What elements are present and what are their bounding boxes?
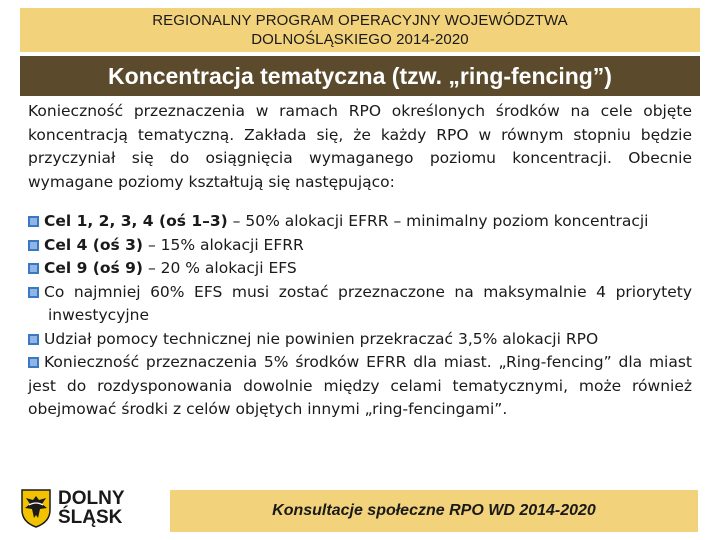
bullet-list	[28, 210, 692, 422]
bullet-item	[28, 210, 692, 234]
bullet-item	[28, 257, 692, 281]
checkbox-bullet-icon	[28, 216, 39, 227]
slide-title: Koncentracja tematyczna (tzw. „ring-fencing”)	[108, 62, 612, 89]
bullet-item	[28, 234, 692, 258]
slide-title-bar	[20, 56, 700, 96]
bullet-item	[28, 351, 692, 422]
checkbox-bullet-icon	[28, 240, 39, 251]
bullet-text: – 20 % alokacji EFS	[143, 259, 297, 277]
program-header	[20, 8, 700, 52]
logo-wordmark	[58, 489, 125, 527]
checkbox-bullet-icon	[28, 357, 39, 368]
bullet-text: Co najmniej 60% EFS musi zostać przeznaczone na maksymalnie 4 priorytety inwestycyjne	[44, 282, 692, 324]
checkbox-bullet-icon	[28, 263, 39, 274]
bullet-bold: Cel 9 (oś 9)	[44, 259, 144, 277]
intro-paragraph: Konieczność przeznaczenia w ramach RPO określonych środków na cele objęte koncentracją tematyczną. Zakłada się, że każdy RPO w równym stopniu będzie przyczyniał się do osiągnięcia wymaganego poziomu koncentracji. Obecnie wymagane poziomy kształtują się następująco:	[28, 102, 692, 191]
bullet-bold: Cel 1, 2, 3, 4 (oś 1–3)	[44, 212, 228, 230]
bullet-item	[28, 328, 692, 352]
logo-text-line2: ŚLĄSK	[58, 507, 123, 528]
program-header-line1: REGIONALNY PROGRAM OPERACYJNY WOJEWÓDZTWA	[152, 12, 568, 29]
bullet-text: Udział pomocy technicznej nie powinien przekraczać 3,5% alokacji RPO	[44, 329, 599, 348]
slide-content	[28, 100, 692, 422]
bullet-item	[28, 281, 692, 328]
dolny-slask-logo	[20, 486, 162, 530]
bullet-bold: Cel 4 (oś 3)	[44, 235, 144, 254]
program-header-line2: DOLNOŚLĄSKIEGO 2014-2020	[251, 31, 469, 48]
logo-text-line1: DOLNY	[58, 488, 125, 509]
footer-band	[170, 490, 698, 532]
checkbox-bullet-icon	[28, 287, 39, 298]
bullet-text: – 50% alokacji EFRR – minimalny poziom koncentracji	[227, 212, 649, 230]
checkbox-bullet-icon	[28, 334, 39, 345]
eagle-emblem-icon	[20, 488, 52, 528]
bullet-text: Konieczność przeznaczenia 5% środków EFRR dla miast. „Ring-fencing” dla miast jest do rozdysponowania dowolnie między celami tematycznymi, może również obejmować środki z celów objętych innymi „ring-fencingami”.	[28, 353, 692, 418]
footer-text: Konsultacje społeczne RPO WD 2014-2020	[272, 502, 596, 519]
bullet-text: – 15% alokacji EFRR	[143, 235, 304, 254]
